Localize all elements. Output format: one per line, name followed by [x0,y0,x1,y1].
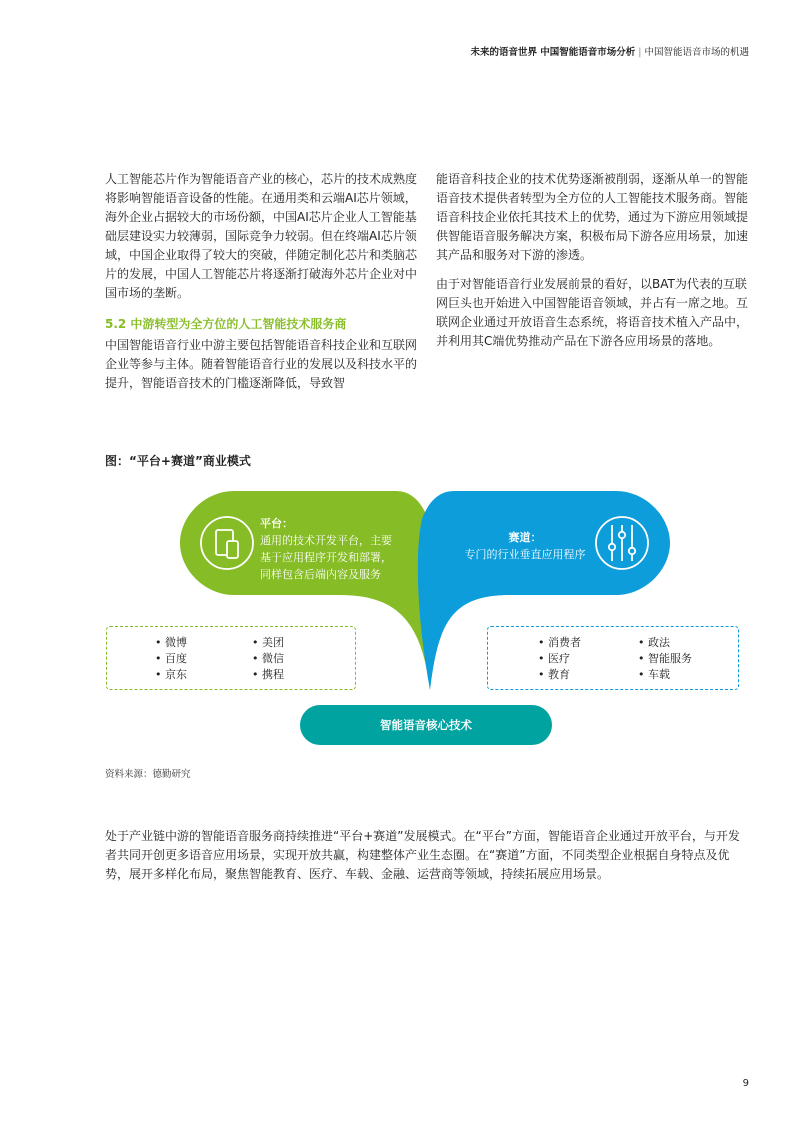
track-text [460,529,590,563]
list-item: • 智能服务 [638,651,692,667]
track-examples-col-1 [538,635,581,683]
header-title: 未来的语音世界 中国智能语音市场分析 [470,47,636,58]
list-item: • 教育 [538,667,581,683]
left-paragraph-2: 中国智能语音行业中游主要包括智能语音科技企业和互联网企业等参与主体。随着智能语音行业的发展以及科技水平的提升，智能语音技术的门槛逐渐降低，导致智 [105,338,418,390]
platform-text [260,515,392,583]
section-heading: 5.2 中游转型为全方位的人工智能技术服务商 [105,317,347,331]
track-examples-col-2 [638,635,692,683]
figure-source: 资料来源：德勤研究 [105,769,191,780]
page-number: 9 [742,1078,749,1089]
platform-examples-col-2 [252,635,284,683]
left-column [105,170,417,403]
platform-examples-box [106,626,356,690]
figure-title: 图：“平台+赛道”商业模式 [105,454,251,468]
list-item: • 政法 [638,635,692,651]
list-item: • 微信 [252,651,284,667]
list-item: • 车载 [638,667,692,683]
track-title: 赛道： [508,531,542,544]
list-item: • 消费者 [538,635,581,651]
platform-desc-line-3: 同样包含后端内容及服务 [260,568,381,581]
running-header [470,44,749,58]
platform-desc-line-2: 基于应用程序开发和部署， [260,551,392,564]
list-item: • 京东 [155,667,187,683]
right-column [436,170,748,361]
header-separator: | [638,47,642,58]
list-item: • 医疗 [538,651,581,667]
right-paragraph-1: 能语音科技企业的技术优势逐渐被削弱，逐渐从单一的智能语音技术提供者转型为全方位的人工智能技术服务商。智能语音科技企业依托其技术上的优势，通过为下游应用领域提供智能语音服务解决方案，积极布局下游各应用场景，加速其产品和服务对下游的渗透。 [436,172,749,262]
left-paragraph-1: 人工智能芯片作为智能语音产业的核心，芯片的技术成熟度将影响智能语音设备的性能。在通用类和云端AI芯片领域，海外企业占据较大的市场份额，中国AI芯片企业人工智能基础层建设实力较薄弱，国际竞争力较弱。但在终端AI芯片领域，中国企业取得了较大的突破，伴随定制化芯片和类脑芯片的发展，中国人工智能芯片将逐渐打破海外芯片企业对中国市场的垄断。 [105,172,418,300]
list-item: • 百度 [155,651,187,667]
track-desc: 专门的行业垂直应用程序 [464,548,586,561]
track-examples-box [487,626,739,690]
bottom-paragraph: 处于产业链中游的智能语音服务商持续推进“平台+赛道”发展模式。在“平台”方面，智能语音企业通过开放平台，与开发者共同开创更多语音应用场景，实现开放共赢，构建整体产业生态圈。在“赛道”方面，不同类型企业根据自身特点及优势，展开多样化布局，聚焦智能教育、医疗、车载、金融、运营商等领域，持续拓展应用场景。 [105,829,740,881]
list-item: • 携程 [252,667,284,683]
platform-desc-line-1: 通用的技术开发平台，主要 [260,534,392,547]
right-paragraph-2: 由于对智能语音行业发展前景的看好，以BAT为代表的互联网巨头也开始进入中国智能语音领域，并占有一席之地。互联网企业通过开放语音生态系统，将语音技术植入产品中，并利用其C端优势推动产品在下游各应用场景的落地。 [436,277,749,348]
core-technology-pill: 智能语音核心技术 [300,705,552,745]
list-item: • 微博 [155,635,187,651]
header-subtitle: 中国智能语音市场的机遇 [644,47,749,58]
list-item: • 美团 [252,635,284,651]
platform-title: 平台： [260,517,293,530]
platform-examples-col-1 [155,635,187,683]
